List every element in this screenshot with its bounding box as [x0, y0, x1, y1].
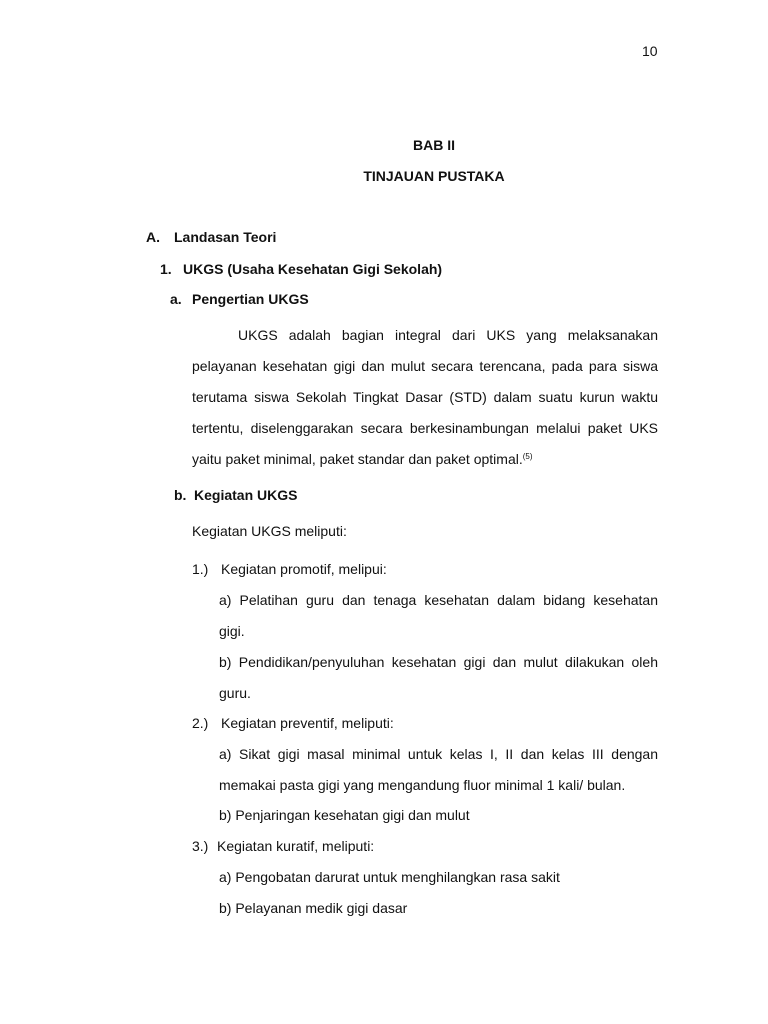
kuratif-marker: 3.) [192, 838, 209, 854]
list-item: a) Pengobatan darurat untuk menghilangkan rasa sakit [219, 869, 560, 885]
paragraph-last-line [192, 450, 533, 468]
preventif-marker: 2.) [192, 715, 209, 731]
list-item: a) Pelatihan guru dan tenaga kesehatan dalam bidang kesehatan [219, 592, 658, 608]
paragraph-line: pelayanan kesehatan gigi dan mulut secara terencana, pada para siswa [192, 358, 658, 374]
preventif-heading: Kegiatan preventif, meliputi: [221, 715, 394, 731]
part-b-marker: b. [174, 487, 187, 503]
promotif-marker: 1.) [192, 561, 209, 577]
paragraph-line: UKGS adalah bagian integral dari UKS yang melaksanakan [238, 327, 658, 343]
chapter-title: TINJAUAN PUSTAKA [363, 168, 505, 184]
paragraph-line: tertentu, diselenggarakan secara berkesinambungan melalui paket UKS [192, 420, 658, 436]
subsection-1-marker: 1. [160, 261, 172, 277]
list-item: b) Pendidikan/penyuluhan kesehatan gigi dan mulut dilakukan oleh [219, 654, 658, 670]
list-item-continuation: guru. [219, 685, 251, 701]
page-number: 10 [642, 43, 658, 59]
paragraph-line: terutama siswa Sekolah Tingkat Dasar (STD) dalam suatu kurun waktu [192, 389, 658, 405]
paragraph-line-text: yaitu paket minimal, paket standar dan paket optimal. [192, 451, 523, 467]
section-a-heading: Landasan Teori [174, 229, 277, 245]
subsection-1-heading: UKGS (Usaha Kesehatan Gigi Sekolah) [183, 261, 443, 277]
part-b-heading: Kegiatan UKGS [194, 487, 298, 503]
citation-reference: (5) [522, 452, 533, 461]
part-a-heading: Pengertian UKGS [192, 291, 309, 307]
list-item: b) Penjaringan kesehatan gigi dan mulut [219, 807, 470, 823]
chapter-heading: BAB II [413, 137, 455, 153]
list-item-continuation: memakai pasta gigi yang mengandung fluor minimal 1 kali/ bulan. [219, 777, 626, 793]
kuratif-heading: Kegiatan kuratif, meliputi: [217, 838, 375, 854]
list-item-continuation: gigi. [219, 623, 245, 639]
part-b-intro: Kegiatan UKGS meliputi: [192, 523, 347, 539]
section-a-marker: A. [146, 229, 160, 245]
list-item: b) Pelayanan medik gigi dasar [219, 900, 408, 916]
part-a-marker: a. [170, 291, 182, 307]
list-item: a) Sikat gigi masal minimal untuk kelas I, II dan kelas III dengan [219, 746, 658, 762]
promotif-heading: Kegiatan promotif, melipui: [221, 561, 387, 577]
